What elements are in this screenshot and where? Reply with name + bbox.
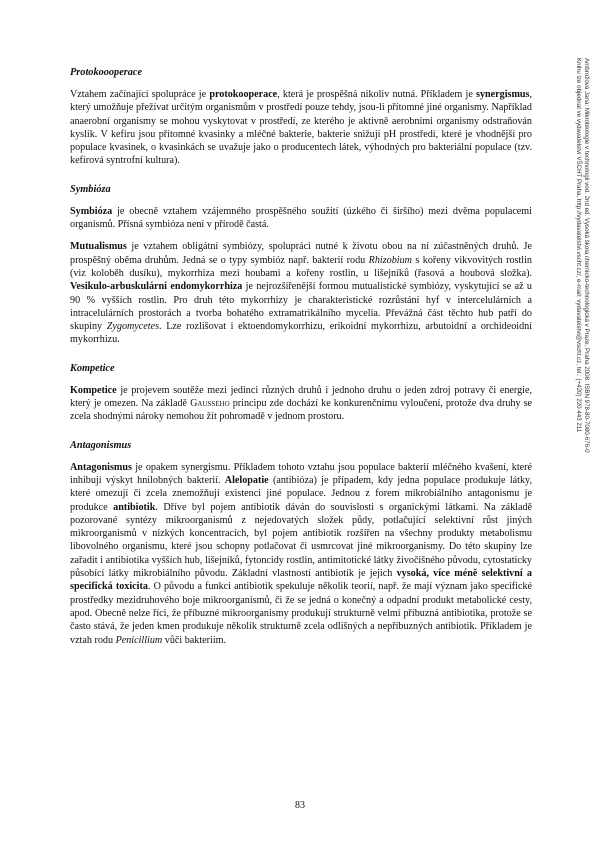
paragraph-symbioza: Symbióza je obecně vztahem vzájemného prospěšného soužití (úzkého či širšího) mezi dvěma populacemi organismů. Přísná symbióza není v přírodě častá. xyxy=(70,205,532,231)
heading-protokooperace: Protokoooperace xyxy=(70,67,143,78)
heading-antagonismus: Antagonismus xyxy=(70,439,132,451)
side-citation-line-2: Knihu lze objednat ve vydavatelství VŠCHT Praha, http://vydavatelstvi.vscht.cz/, e-mail: vydavatelstvi@vscht.cz, tel.: (+420) 220 443 211 xyxy=(575,58,582,433)
page-body xyxy=(70,66,532,656)
paragraph-kompetice: Kompetice je projevem soutěže mezi jedinci různých druhů i jednoho druhu o jeden zdroj potravy či energie, který je omezen. Na základě Gausseho principu zde dochází ke konkurenčnímu vyloučení, protože dva druhy se zcela shodnými nároky nemohou žít pohromadě v jednom prostoru. xyxy=(70,384,532,423)
paragraph-antagonismus: Antagonismus je opakem synergismu. Příkladem tohoto vztahu jsou populace bakterií mléčného kvašení, které inhibují výskyt hnilobných bakterií. Alelopatie (antibióza) je případem, kdy jedna populace produkuje látky, které omezují či zcela znemožňují existenci jiné populace. Jednou z forem mikrobiálního antagonismu je produkce antibiotik. Dříve byl pojem antibiotik dáván do souvislosti s organickými látkami. Na základě pozorované syntézy mikroorganismů z nejedovatých složek půdy, potlačující selektivní růst jiných mikroorganismů v nízkých koncentracích, byl pojem antibiotik rozšířen na všechny produkty metabolismu libovolného organismu, které jsou schopny potlačovat či usmrcovat jiné mikroorganismy. Do této skupiny lze zařadit i antibiotika vyšších hub, lišejníků, fytoncidy rostlin, antimitotické látky živočišného původu, cytostaticky působící látky mikrobiálního původu. Základní vlastností antibiotik je jejich vysoká, více méně selektivní a specifická toxicita. O původu a funkci antibiotik spekuluje několik teorií, např. že mají význam jako specifické prostředky mezidruhového boje mikroorganismů, či že se jedná o konečný a odpadní produkt metabolické cesty, apod. Obecně nelze říci, že příbuzné mikroorganismy produkují strukturně velmi příbuzná antibiotika, protože se často stává, že jeden kmen produkuje několik strukturně zcela odlišných a nepříbuzných antibiotik. Příkladem je vztah rodu Penicillium vůči bakteriím. xyxy=(70,461,532,646)
side-citation xyxy=(550,58,590,618)
page-number: 83 xyxy=(295,800,305,811)
paragraph-mutualismus: Mutualismus je vztahem obligátní symbiózy, spolupráci nutné k životu obou na ní zúčastněných druhů. Je prospěšný oběma druhům. Jedná se o typy symbióz např. bakterií rodu Rhizobium s kořeny vikvovitých rostlin (viz koloběh dusíku), mykorrhiza mezi houbami a kořeny rostlin, u lišejníků (řasová a houbová složka). Vesikulo-arbuskulární endomykorrhiza je nejrozšířenější formou mutualistické symbiózy, vyskytující se až u 90 % vyšších rostlin. Pro druh této mykorrhizy je charakteristické rozrůstání hyf v intercelulárních a intracelulárních prostorách a tvorba bohatého extramatrikálního mycelia. Převážná část těchto hub patří do skupiny Zygomycetes. Lze rozlišovat i ektoendomykorrhizu, erikoidní mykorrhizu, arbutoidní a orchideoidní mykorrhizu. xyxy=(70,241,533,346)
heading-symbioza: Symbióza xyxy=(70,183,111,195)
heading-kompetice: Kompetice xyxy=(70,362,115,374)
side-citation-line-1: Ambrožová Jana: Mikrobiologie v technologii vod. 2nd ed. Vysoká škola chemicko-technologická v Praze, Praha 2008. ISBN 978-80-7080-676-0 xyxy=(583,58,590,453)
paragraph-protokooperace: Vztahem začínající spolupráce je protokooperace, která je prospěšná nikoliv nutná. Příkladem je synergismus, který umožňuje přežívat určitým organismům v prostředí pouze tehdy, jsou-li přítomné jiné organismy. Například anaerobní organismy se mohou vyskytovat v prostředí, ze kterého je aktivně aerobními organismy odstraňován kyslík. V kefíru jsou přítomné kvasinky a mléčné bakterie, bakterie snižují pH prostředí, které je vhodnější pro populace kvasinek, o kvasinkách se uvažuje jako o producentech látek, výhodných pro bakteriální populace (tzv. kefírová syntrofní kultura). xyxy=(70,89,532,167)
